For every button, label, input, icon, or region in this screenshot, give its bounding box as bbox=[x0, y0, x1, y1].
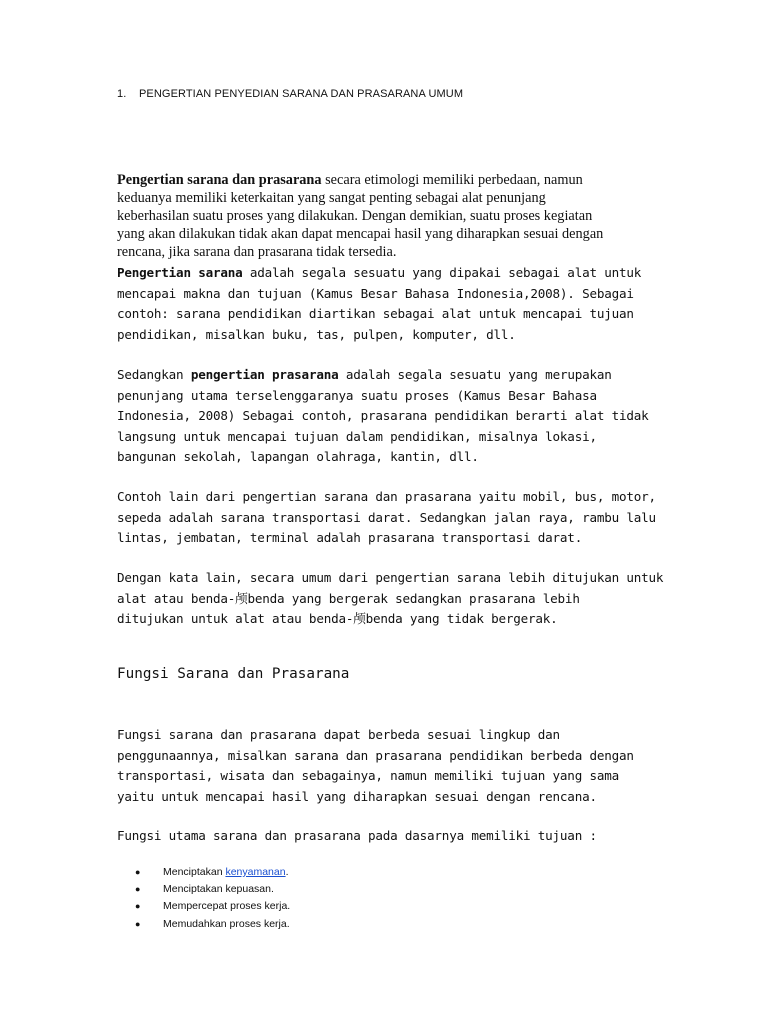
fungsi-paragraph bbox=[117, 725, 662, 807]
bullet-icon: ● bbox=[135, 901, 141, 912]
intro-bold-term: Pengertian sarana dan prasarana bbox=[117, 172, 322, 188]
list-item bbox=[135, 881, 290, 898]
dengan-line: Dengan kata lain, secara umum dari pengertian sarana lebih ditujukan untuk bbox=[117, 570, 664, 585]
fungsi-line: transportasi, wisata dan sebagainya, namun memiliki tujuan yang sama bbox=[117, 768, 619, 783]
fungsi-heading: Fungsi Sarana dan Prasarana bbox=[117, 666, 350, 682]
sarana-bold-term: Pengertian sarana bbox=[117, 265, 243, 280]
sarana-paragraph bbox=[117, 263, 662, 345]
prasarana-line: adalah segala sesuatu yang merupakan bbox=[338, 367, 612, 382]
fungsi-line: yaitu untuk mencapai hasil yang diharapkan sesuai dengan rencana. bbox=[117, 788, 597, 804]
fungsi-line: penggunaannya, misalkan sarana dan prasarana pendidikan berbeda dengan bbox=[117, 747, 634, 763]
section-title: PENGERTIAN PENYEDIAN SARANA DAN PRASARANA UMUM bbox=[139, 88, 464, 100]
sarana-line: mencapai makna dan tujuan (Kamus Besar Bahasa Indonesia,2008). Sebagai bbox=[117, 285, 634, 301]
section-number: 1. bbox=[117, 88, 127, 100]
intro-line: keduanya memiliki keterkaitan yang sangat penting sebagai alat penunjang bbox=[117, 190, 546, 206]
sarana-line: contoh: sarana pendidikan diartikan sebagai alat untuk mencapai tujuan bbox=[117, 306, 634, 321]
sarana-line: adalah segala sesuatu yang dipakai sebagai alat untuk bbox=[242, 265, 642, 280]
prasarana-bold-term: pengertian prasarana bbox=[190, 367, 339, 382]
dengan-line: ditujukan untuk alat atau benda-颅benda yang tidak bergerak. bbox=[117, 611, 558, 626]
prasarana-line: langsung untuk mencapai tujuan dalam pendidikan, misalnya lokasi, bbox=[117, 428, 597, 444]
list-item bbox=[135, 916, 290, 933]
list-item-suffix: . bbox=[285, 866, 289, 878]
list-item-text: Memudahkan proses kerja. bbox=[163, 917, 290, 930]
contoh-paragraph bbox=[117, 487, 662, 549]
intro-line: yang akan dilakukan tidak akan dapat mencapai hasil yang diharapkan sesuai dengan bbox=[117, 226, 604, 242]
fungsi-utama-line: Fungsi utama sarana dan prasarana pada dasarnya memiliki tujuan : bbox=[117, 828, 597, 843]
intro-line: secara etimologi memiliki perbedaan, namun bbox=[321, 172, 583, 188]
list-item-text: Mempercepat proses kerja. bbox=[163, 900, 291, 913]
sarana-line: pendidikan, misalkan buku, tas, pulpen, komputer, dll. bbox=[117, 326, 516, 342]
bullet-icon: ● bbox=[135, 884, 141, 895]
contoh-line: lintas, jembatan, terminal adalah prasarana transportasi darat. bbox=[117, 530, 583, 545]
contoh-line: sepeda adalah sarana transportasi darat. Sedangkan jalan raya, rambu lalu bbox=[117, 509, 656, 525]
fungsi-utama-paragraph bbox=[117, 826, 662, 847]
bullet-icon: ● bbox=[135, 918, 141, 929]
intro-line: rencana, jika sarana dan prasarana tidak tersedia. bbox=[117, 244, 397, 260]
intro-paragraph bbox=[117, 171, 657, 261]
list-item-text: Menciptakan kepuasan. bbox=[163, 883, 274, 896]
bullet-icon: ● bbox=[135, 867, 141, 877]
list-item bbox=[135, 898, 290, 915]
list-item bbox=[135, 864, 290, 881]
tujuan-list bbox=[135, 864, 290, 933]
dengan-line: alat atau benda-颅benda yang bergerak sedangkan prasarana lebih bbox=[117, 590, 580, 606]
kenyamanan-link[interactable]: kenyamanan bbox=[225, 866, 286, 878]
intro-line: keberhasilan suatu proses yang dilakukan. Dengan demikian, suatu proses kegiatan bbox=[117, 208, 593, 224]
contoh-line: Contoh lain dari pengertian sarana dan prasarana yaitu mobil, bus, motor, bbox=[117, 489, 656, 504]
prasarana-line: bangunan sekolah, lapangan olahraga, kantin, dll. bbox=[117, 449, 479, 464]
prasarana-line: penunjang utama terselenggaranya suatu proses (Kamus Besar Bahasa bbox=[117, 387, 597, 403]
dengan-paragraph bbox=[117, 568, 662, 630]
fungsi-line: Fungsi sarana dan prasarana dapat berbeda sesuai lingkup dan bbox=[117, 727, 560, 742]
list-item-prefix: Menciptakan bbox=[163, 866, 226, 878]
prasarana-line: Indonesia, 2008) Sebagai contoh, prasarana pendidikan berarti alat tidak bbox=[117, 408, 649, 423]
prasarana-paragraph bbox=[117, 365, 662, 468]
prasarana-prefix: Sedangkan bbox=[117, 367, 191, 382]
section-heading bbox=[117, 88, 463, 100]
